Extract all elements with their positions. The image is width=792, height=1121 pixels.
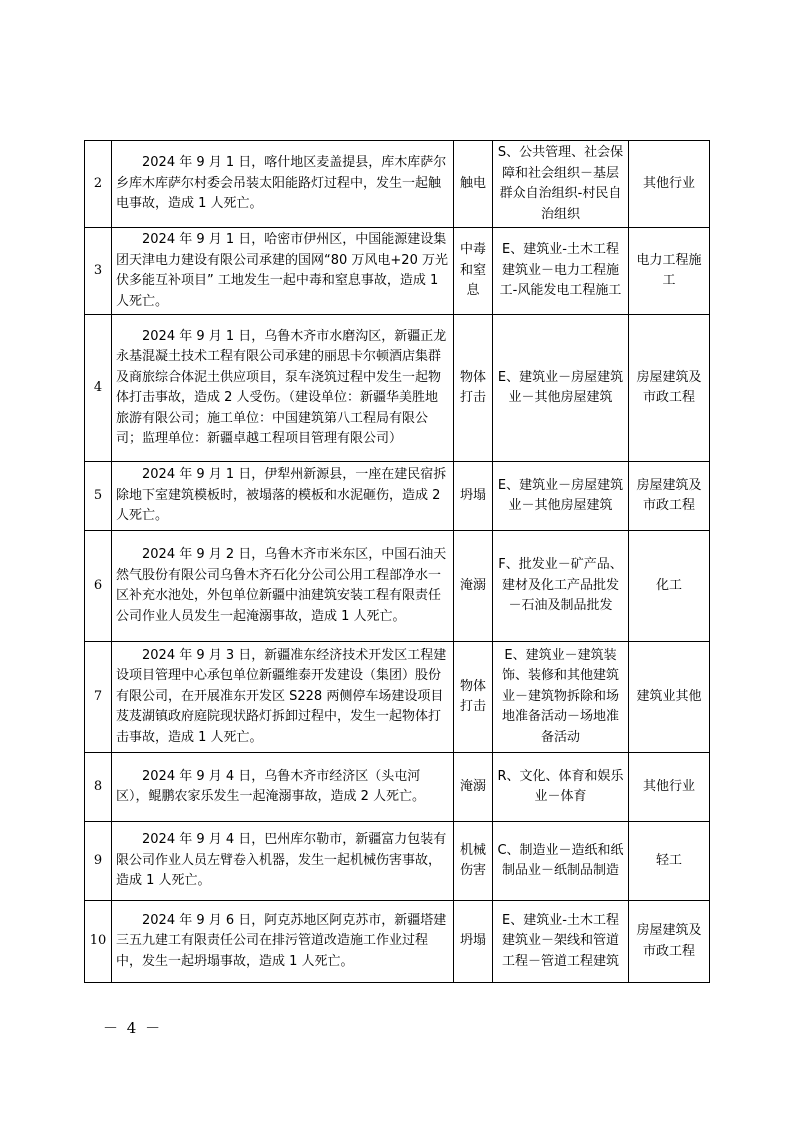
industry-classification: E、建筑业－房屋建筑业－其他房屋建筑 bbox=[493, 315, 629, 462]
accident-type: 淹溺 bbox=[454, 531, 493, 642]
industry-category: 轻工 bbox=[629, 822, 710, 901]
industry-category: 化工 bbox=[629, 531, 710, 642]
accident-table bbox=[84, 140, 710, 983]
row-number: 5 bbox=[85, 462, 112, 531]
accident-description: 2024 年 9 月 3 日，新疆准东经济技术开发区工程建设项目管理中心承包单位新疆维泰开发建设（集团）股份有限公司，在开展准东开发区 S228 两侧停车场建设项目芨芨湖镇政府庭院现状路灯拆卸过程中，发生一起物体打击事故，造成 1 人死亡。 bbox=[112, 642, 454, 753]
table-row bbox=[85, 315, 710, 462]
industry-category: 房屋建筑及市政工程 bbox=[629, 462, 710, 531]
industry-classification: E、建筑业－房屋建筑业－其他房屋建筑 bbox=[493, 462, 629, 531]
industry-category: 其他行业 bbox=[629, 141, 710, 228]
accident-type: 机械伤害 bbox=[454, 822, 493, 901]
page-number: － 4 － bbox=[103, 1019, 163, 1037]
row-number: 2 bbox=[85, 141, 112, 228]
row-number: 10 bbox=[85, 901, 112, 983]
row-number: 3 bbox=[85, 228, 112, 315]
accident-type: 物体打击 bbox=[454, 315, 493, 462]
industry-category: 房屋建筑及市政工程 bbox=[629, 315, 710, 462]
accident-description: 2024 年 9 月 6 日，阿克苏地区阿克苏市，新疆塔建三五九建工有限责任公司在排污管道改造施工作业过程中，发生一起坍塌事故，造成 1 人死亡。 bbox=[112, 901, 454, 983]
table-row bbox=[85, 141, 710, 228]
table-row bbox=[85, 753, 710, 822]
industry-classification: C、制造业－造纸和纸制品业－纸制品制造 bbox=[493, 822, 629, 901]
accident-description: 2024 年 9 月 1 日，伊犁州新源县，一座在建民宿拆除地下室建筑模板时，被塌落的模板和水泥砸伤，造成 2 人死亡。 bbox=[112, 462, 454, 531]
industry-category: 房屋建筑及市政工程 bbox=[629, 901, 710, 983]
table-row bbox=[85, 228, 710, 315]
industry-category: 建筑业其他 bbox=[629, 642, 710, 753]
accident-description: 2024 年 9 月 4 日，巴州库尔勒市，新疆富力包装有限公司作业人员左臂卷入机器，发生一起机械伤害事故，造成 1 人死亡。 bbox=[112, 822, 454, 901]
accident-type: 物体打击 bbox=[454, 642, 493, 753]
accident-description: 2024 年 9 月 1 日，乌鲁木齐市水磨沟区，新疆正龙永基混凝土技术工程有限公司承建的丽思卡尔顿酒店集群及商旅综合体泥土供应项目，泵车浇筑过程中发生一起物体打击事故，造成 2 人受伤。（建设单位：新疆华美胜地旅游有限公司；施工单位：中国建筑第八工程局有限公司；监理单位：新疆卓越工程项目管理有限公司） bbox=[112, 315, 454, 462]
industry-classification: E、建筑业-土木工程建筑业－架线和管道工程－管道工程建筑 bbox=[493, 901, 629, 983]
industry-classification: R、文化、体育和娱乐业－体育 bbox=[493, 753, 629, 822]
row-number: 7 bbox=[85, 642, 112, 753]
industry-classification: S、公共管理、社会保障和社会组织－基层群众自治组织-村民自治组织 bbox=[493, 141, 629, 228]
accident-type: 坍塌 bbox=[454, 901, 493, 983]
accident-type: 中毒和窒息 bbox=[454, 228, 493, 315]
industry-classification: E、建筑业－建筑装饰、装修和其他建筑业－建筑物拆除和场地准备活动－场地准备活动 bbox=[493, 642, 629, 753]
row-number: 9 bbox=[85, 822, 112, 901]
row-number: 6 bbox=[85, 531, 112, 642]
industry-category: 其他行业 bbox=[629, 753, 710, 822]
table-row bbox=[85, 531, 710, 642]
industry-classification: F、批发业－矿产品、建材及化工产品批发－石油及制品批发 bbox=[493, 531, 629, 642]
table-row bbox=[85, 642, 710, 753]
table-row bbox=[85, 462, 710, 531]
table-row bbox=[85, 901, 710, 983]
row-number: 4 bbox=[85, 315, 112, 462]
industry-category: 电力工程施工 bbox=[629, 228, 710, 315]
accident-description: 2024 年 9 月 4 日，乌鲁木齐市经济区（头屯河区），鲲鹏农家乐发生一起淹溺事故，造成 2 人死亡。 bbox=[112, 753, 454, 822]
accident-description: 2024 年 9 月 1 日，哈密市伊州区，中国能源建设集团天津电力建设有限公司承建的国网“80 万风电+20 万光伏多能互补项目” 工地发生一起中毒和窒息事故，造成 1 人死亡。 bbox=[112, 228, 454, 315]
accident-description: 2024 年 9 月 1 日，喀什地区麦盖提县，库木库萨尔乡库木库萨尔村委会吊装太阳能路灯过程中，发生一起触电事故，造成 1 人死亡。 bbox=[112, 141, 454, 228]
accident-description: 2024 年 9 月 2 日，乌鲁木齐市米东区，中国石油天然气股份有限公司乌鲁木齐石化分公司公用工程部净水一区补充水池处，外包单位新疆中油建筑安装工程有限责任公司作业人员发生一起淹溺事故，造成 1 人死亡。 bbox=[112, 531, 454, 642]
accident-type: 淹溺 bbox=[454, 753, 493, 822]
table-row bbox=[85, 822, 710, 901]
industry-classification: E、建筑业-土木工程建筑业－电力工程施工-风能发电工程施工 bbox=[493, 228, 629, 315]
accident-type: 触电 bbox=[454, 141, 493, 228]
row-number: 8 bbox=[85, 753, 112, 822]
accident-type: 坍塌 bbox=[454, 462, 493, 531]
